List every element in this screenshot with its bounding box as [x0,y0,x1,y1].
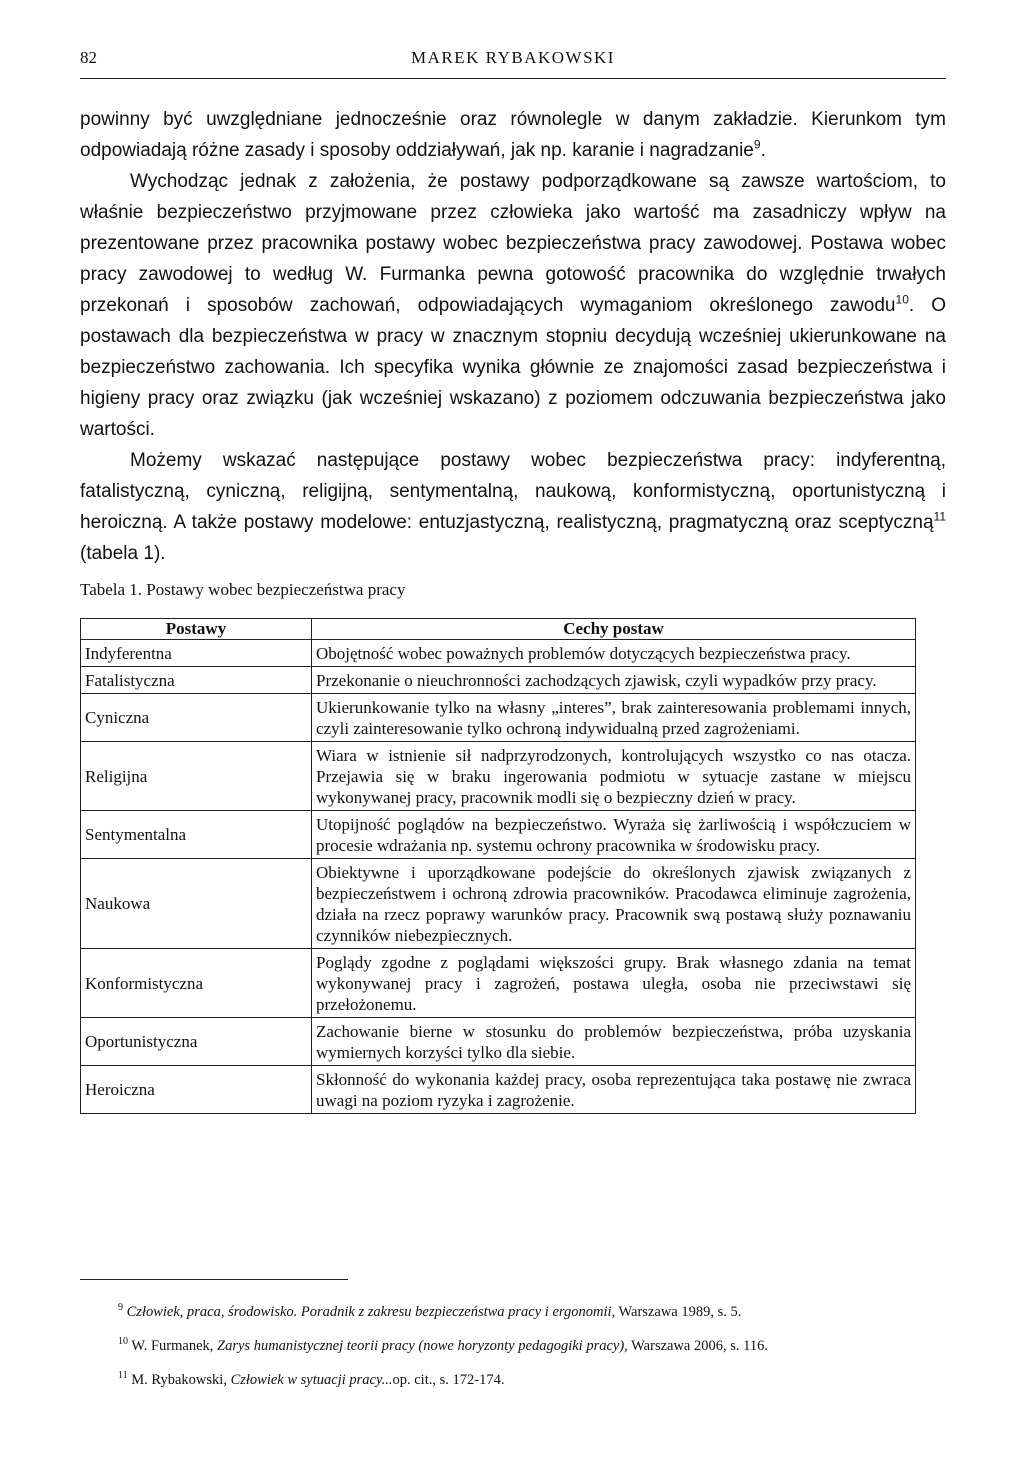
row-desc: Poglądy zgodne z poglądami większości grupy. Brak własnego zdania na temat wykonywanej pracy i zagrożeń, postawa uległa, osoba nie przeciwstawi się przełożonemu. [312,949,916,1018]
footnote-number: 9 [118,1302,123,1313]
footnote-title: Zarys humanistycznej teorii pracy (nowe horyzonty pedagogiki pracy) [217,1337,625,1354]
footnote-details: , Warszawa 2006, s. 116. [624,1337,768,1354]
footnote-9 [50,1296,946,1324]
page-header [80,46,946,79]
paragraph-2-text: Wychodząc jednak z założenia, że postawy podporządkowane są zawsze wartościom, to właśnie bezpieczeństwo przyjmowane przez człowieka jako wartość ma zasadniczy wpływ na prezentowane przez pracownika postawy wobec bezpieczeństwa pracy zawodowej. Postawa wobec pracy zawodowej to według W. Furmanka pewna gotowość pracownika do względnie trwałych przekonań i sposobów zachowań, odpowiadających wymaganiom określonego zawodu [80,171,946,316]
table-row [81,949,916,1018]
table-row [81,1018,916,1066]
footnote-author: M. Rybakowski, [131,1371,231,1388]
table-caption: Tabela 1. Postawy wobec bezpieczeństwa pracy [80,580,406,599]
row-name: Cyniczna [81,694,312,742]
row-name: Religijna [81,742,312,811]
paragraph-2 [80,166,946,445]
body-text [80,104,946,569]
column-header-postawy: Postawy [81,619,312,640]
table-row [81,640,916,667]
row-desc: Zachowanie bierne w stosunku do problemów bezpieczeństwa, próba uzyskania wymiernych korzyści tylko dla siebie. [312,1018,916,1066]
paragraph-3-end: (tabela 1). [80,543,166,564]
page-number: 82 [80,48,97,67]
row-desc: Skłonność do wykonania każdej pracy, osoba reprezentująca taka postawę nie zwraca uwagi na poziom ryzyka i zagrożenie. [312,1066,916,1114]
paragraph-1-text: powinny być uwzględniane jednocześnie oraz równolegle w danym zakładzie. Kierunkom tym odpowiadają różne zasady i sposoby oddziaływań, jak np. karanie i nagradzanie [80,109,946,161]
footnote-11 [50,1364,946,1392]
running-title: MAREK RYBAKOWSKI [411,48,615,67]
paragraph-1-end: . [760,140,766,161]
attitudes-table [80,618,916,1114]
footnote-ref-11[interactable]: 11 [933,509,946,524]
footnote-number: 11 [118,1369,128,1381]
footnote-separator [80,1279,348,1280]
paragraph-1 [80,104,946,166]
footnote-details: , Warszawa 1989, s. 5. [611,1303,742,1320]
footnote-details: op. cit., s. 172-174. [392,1371,505,1388]
table-row [81,859,916,949]
paragraph-3 [80,445,946,569]
footnote-number: 10 [118,1335,128,1347]
footnote-title: Człowiek, praca, środowisko. Poradnik z zakresu bezpieczeństwa pracy i ergonomii [126,1303,612,1320]
table-row [81,1066,916,1114]
footnote-author: W. Furmanek, [131,1337,218,1354]
row-name: Konformistyczna [81,949,312,1018]
footnote-ref-10[interactable]: 10 [895,292,909,307]
row-name: Sentymentalna [81,811,312,859]
table-header-row [81,619,916,640]
row-desc: Obojętność wobec poważnych problemów dotyczących bezpieczeństwa pracy. [312,640,916,667]
row-desc: Obiektywne i uporządkowane podejście do określonych zjawisk związanych z bezpieczeństwem i ochroną zdrowia pracowników. Pracodawca eliminuje zagrożenia, działa na rzecz poprawy warunków pracy. Pracownik swą postawą służy poznawaniu czynników niebezpiecznych. [312,859,916,949]
footnote-title: Człowiek w sytuacji pracy... [230,1371,393,1388]
row-desc: Wiara w istnienie sił nadprzyrodzonych, kontrolujących wszystko co nas otacza. Przejawia się w braku ingerowania podmiotu w sytuacje zastane w miejscu wykonywanej pracy, pracownik modli się o bezpieczny dzień w pracy. [312,742,916,811]
row-name: Oportunistyczna [81,1018,312,1066]
footnote-ref-9[interactable]: 9 [753,137,761,152]
row-desc: Przekonanie o nieuchronności zachodzących zjawisk, czyli wypadków przy pracy. [312,667,916,694]
row-name: Fatalistyczna [81,667,312,694]
paragraph-2-end: . O postawach dla bezpieczeństwa w pracy w znacznym stopniu decydują wcześniej ukierunkowane na bezpieczeństwo zachowania. Ich specyfika wynika głównie ze znajomości zasad bezpieczeństwa i higieny pracy oraz związku (jak wcześniej wskazano) z poziomem odczuwania bezpieczeństwa jako wartości. [80,295,946,440]
row-name: Naukowa [81,859,312,949]
row-desc: Ukierunkowanie tylko na własny „interes”, brak zainteresowania problemami innych, czyli zainteresowanie tylko ochroną indywidualną przed zagrożeniami. [312,694,916,742]
paragraph-3-text: Możemy wskazać następujące postawy wobec bezpieczeństwa pracy: indyferentną, fatalistyczną, cyniczną, religijną, sentymentalną, naukową, konformistyczną, oportunistyczną i heroiczną. A także postawy modelowe: entuzjastyczną, realistyczną, pragmatyczną oraz sceptyczną [80,450,946,533]
footnotes [50,1296,946,1397]
table-row [81,694,916,742]
footnote-10 [50,1330,946,1358]
row-desc: Utopijność poglądów na bezpieczeństwo. Wyraża się żarliwością i współczuciem w procesie wdrażania np. systemu ochrony pracownika w środowisku pracy. [312,811,916,859]
table-row [81,667,916,694]
row-name: Heroiczna [81,1066,312,1114]
table-row [81,742,916,811]
column-header-cechy: Cechy postaw [312,619,916,640]
row-name: Indyferentna [81,640,312,667]
table-row [81,811,916,859]
